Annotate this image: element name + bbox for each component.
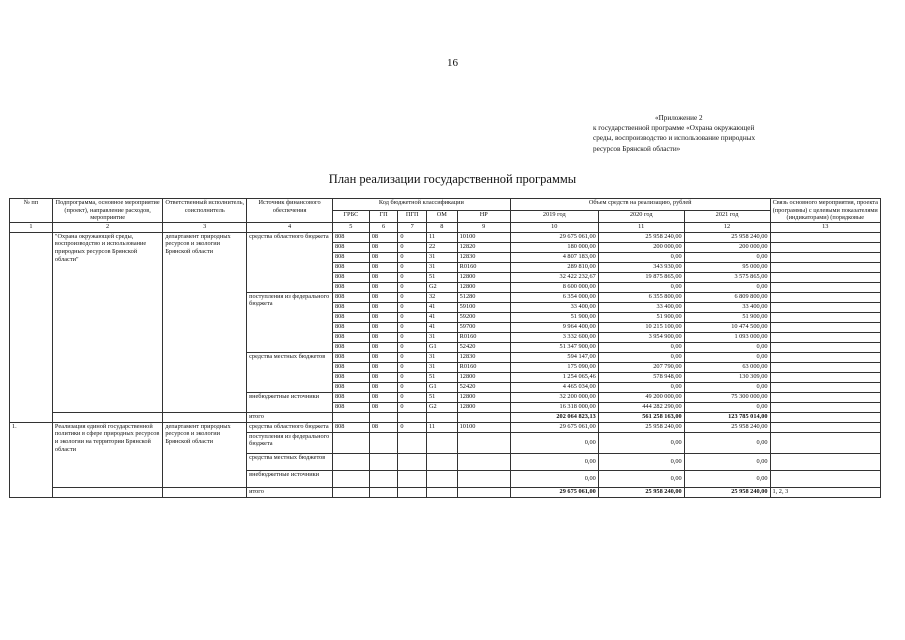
amount-cell: 0,00 <box>598 470 684 487</box>
amount-cell: 594 147,00 <box>510 352 598 362</box>
link-cell <box>770 232 881 242</box>
code-cell: 0 <box>398 422 427 432</box>
blank-cell <box>163 487 247 497</box>
amount-cell: 25 958 240,00 <box>598 422 684 432</box>
row-number: 1. <box>10 422 53 497</box>
amount-cell: 95 000,00 <box>684 262 770 272</box>
amount-cell: 0,00 <box>598 282 684 292</box>
blank-cell <box>52 487 162 497</box>
amount-cell: 1 093 000,00 <box>684 332 770 342</box>
link-cell <box>770 352 881 362</box>
amount-cell: 16 318 000,00 <box>510 402 598 412</box>
header-subprogram: Подпрограмма, основное мероприятие (проект), направление расходов, мероприятие <box>52 199 162 223</box>
total-amount: 561 258 163,00 <box>598 412 684 422</box>
header-grbs: ГРБС <box>332 210 369 222</box>
code-cell <box>457 470 510 487</box>
link-cell <box>770 402 881 412</box>
header-num: № пп <box>10 199 53 223</box>
appendix-line-4: ресурсов Брянской области» <box>593 144 681 153</box>
link-cell <box>770 302 881 312</box>
blank-cell <box>457 412 510 422</box>
code-cell: 808 <box>332 302 369 312</box>
code-cell <box>369 487 398 497</box>
code-cell: 12830 <box>457 352 510 362</box>
amount-cell: 32 422 232,67 <box>510 272 598 282</box>
section-2-body <box>10 422 881 497</box>
code-cell: 808 <box>332 292 369 302</box>
total-amount: 29 675 061,00 <box>510 487 598 497</box>
code-cell: 31 <box>427 252 458 262</box>
table-row <box>10 422 881 432</box>
col-number: 9 <box>457 222 510 232</box>
header-volume-group: Объем средств на реализацию, рублей <box>510 199 770 211</box>
amount-cell: 25 958 240,00 <box>598 232 684 242</box>
link-cell <box>770 412 881 422</box>
amount-cell: 0,00 <box>684 342 770 352</box>
amount-cell: 4 807 183,00 <box>510 252 598 262</box>
amount-cell: 9 964 400,00 <box>510 322 598 332</box>
code-cell: 0 <box>398 242 427 252</box>
total-row <box>10 487 881 497</box>
funding-source: средства областного бюджета <box>247 232 333 292</box>
header-np: НР <box>457 210 510 222</box>
amount-cell: 1 254 065,46 <box>510 372 598 382</box>
code-cell: 32 <box>427 292 458 302</box>
code-cell: 0 <box>398 252 427 262</box>
amount-cell: 0,00 <box>510 470 598 487</box>
link-cell <box>770 422 881 432</box>
total-row <box>10 412 881 422</box>
code-cell: 0 <box>398 382 427 392</box>
amount-cell: 75 300 000,00 <box>684 392 770 402</box>
code-cell: 0 <box>398 392 427 402</box>
code-cell <box>332 487 369 497</box>
code-cell <box>398 470 427 487</box>
code-cell: 31 <box>427 332 458 342</box>
code-cell: 08 <box>369 422 398 432</box>
code-cell: 51 <box>427 372 458 382</box>
code-cell: 808 <box>332 372 369 382</box>
amount-cell: 29 675 061,00 <box>510 422 598 432</box>
code-cell <box>332 432 369 453</box>
code-cell: 08 <box>369 312 398 322</box>
code-cell: 08 <box>369 252 398 262</box>
appendix-line-3: среды, воспроизводство и использование природных <box>593 134 756 143</box>
code-cell: 08 <box>369 302 398 312</box>
link-cell <box>770 272 881 282</box>
code-cell: 41 <box>427 302 458 312</box>
code-cell <box>369 470 398 487</box>
code-cell: 51 <box>427 272 458 282</box>
code-cell: 08 <box>369 372 398 382</box>
amount-cell: 32 200 000,00 <box>510 392 598 402</box>
blank-cell <box>332 412 369 422</box>
code-cell: 12800 <box>457 372 510 382</box>
code-cell: 808 <box>332 252 369 262</box>
code-cell: 08 <box>369 342 398 352</box>
code-cell <box>398 487 427 497</box>
code-cell: 52420 <box>457 342 510 352</box>
page-title: План реализации государственной программы <box>328 172 577 186</box>
code-cell: 22 <box>427 242 458 252</box>
code-cell: 08 <box>369 352 398 362</box>
code-cell: 12800 <box>457 282 510 292</box>
header-2021: 2021 год <box>684 210 770 222</box>
col-number: 6 <box>369 222 398 232</box>
amount-cell: 33 400,00 <box>598 302 684 312</box>
col-number: 3 <box>163 222 247 232</box>
header-om: ОМ <box>427 210 458 222</box>
amount-cell: 130 309,00 <box>684 372 770 382</box>
code-cell: G2 <box>427 282 458 292</box>
amount-cell: 0,00 <box>684 470 770 487</box>
col-number: 2 <box>52 222 162 232</box>
header-pgp: ПГП <box>398 210 427 222</box>
blank-cell <box>398 412 427 422</box>
code-cell: 808 <box>332 402 369 412</box>
amount-cell: 51 900,00 <box>510 312 598 322</box>
amount-cell: 19 875 865,00 <box>598 272 684 282</box>
link-cell <box>770 470 881 487</box>
amount-cell: 0,00 <box>684 453 770 470</box>
table-row <box>10 232 881 242</box>
code-cell: 12800 <box>457 392 510 402</box>
header-2020: 2020 год <box>598 210 684 222</box>
code-cell: 808 <box>332 422 369 432</box>
code-cell <box>398 453 427 470</box>
col-number: 7 <box>398 222 427 232</box>
appendix-line-2: к государственной программе «Охрана окружающей <box>593 124 755 133</box>
total-amount: 202 064 823,13 <box>510 412 598 422</box>
code-cell <box>427 432 458 453</box>
amount-cell: 49 200 000,00 <box>598 392 684 402</box>
code-cell <box>457 487 510 497</box>
code-cell: 08 <box>369 292 398 302</box>
code-cell <box>427 487 458 497</box>
code-cell: 08 <box>369 382 398 392</box>
code-cell: 08 <box>369 362 398 372</box>
code-cell: 10100 <box>457 232 510 242</box>
column-numbers-row <box>10 222 881 232</box>
code-cell: 08 <box>369 272 398 282</box>
code-cell <box>369 453 398 470</box>
funding-source: поступления из федерального бюджета <box>247 432 333 453</box>
code-cell: G2 <box>427 402 458 412</box>
code-cell: 10100 <box>457 422 510 432</box>
responsible-name: департамент природных ресурсов и экологии Брянской области <box>163 422 247 487</box>
code-cell: 59700 <box>457 322 510 332</box>
col-number: 4 <box>247 222 333 232</box>
amount-cell: 0,00 <box>598 453 684 470</box>
code-cell: 31 <box>427 262 458 272</box>
amount-cell: 578 948,00 <box>598 372 684 382</box>
funding-source: внебюджетные источники <box>247 392 333 412</box>
amount-cell: 0,00 <box>684 282 770 292</box>
appendix-line-1: «Приложение 2 <box>655 114 703 122</box>
code-cell: 08 <box>369 262 398 272</box>
col-number: 11 <box>598 222 684 232</box>
col-number: 5 <box>332 222 369 232</box>
code-cell <box>457 453 510 470</box>
amount-cell: 289 810,00 <box>510 262 598 272</box>
code-cell: 0 <box>398 262 427 272</box>
code-cell: 41 <box>427 312 458 322</box>
code-cell: 08 <box>369 282 398 292</box>
code-cell <box>457 432 510 453</box>
link-cell <box>770 382 881 392</box>
amount-cell: 0,00 <box>598 342 684 352</box>
amount-cell: 6 354 000,00 <box>510 292 598 302</box>
blank-cell <box>52 412 162 422</box>
appendix-note <box>593 113 833 154</box>
amount-cell: 180 000,00 <box>510 242 598 252</box>
amount-cell: 0,00 <box>598 352 684 362</box>
amount-cell: 0,00 <box>598 382 684 392</box>
link-cell <box>770 332 881 342</box>
code-cell: 0 <box>398 342 427 352</box>
link-cell <box>770 282 881 292</box>
code-cell: 808 <box>332 282 369 292</box>
amount-cell: 207 790,00 <box>598 362 684 372</box>
total-amount: 25 958 240,00 <box>598 487 684 497</box>
code-cell: 12800 <box>457 402 510 412</box>
amount-cell: 0,00 <box>684 382 770 392</box>
row-number <box>10 232 53 422</box>
plan-table <box>9 198 881 498</box>
total-label: итого <box>247 412 333 422</box>
code-cell: 0 <box>398 312 427 322</box>
amount-cell: 0,00 <box>684 252 770 262</box>
code-cell: 808 <box>332 312 369 322</box>
blank-cell <box>427 412 458 422</box>
code-cell: 808 <box>332 332 369 342</box>
amount-cell: 0,00 <box>598 432 684 453</box>
code-cell: 31 <box>427 362 458 372</box>
code-cell: 11 <box>427 232 458 242</box>
code-cell <box>369 432 398 453</box>
link-cell <box>770 292 881 302</box>
responsible-name: департамент природных ресурсов и экологии Брянской области <box>163 232 247 412</box>
amount-cell: 25 958 240,00 <box>684 232 770 242</box>
header-code-group: Код бюджетной классификации <box>332 199 510 211</box>
header-gp: ГП <box>369 210 398 222</box>
link-cell <box>770 242 881 252</box>
link-cell <box>770 362 881 372</box>
code-cell: 08 <box>369 402 398 412</box>
code-cell: 11 <box>427 422 458 432</box>
code-cell: R0160 <box>457 262 510 272</box>
code-cell: 08 <box>369 322 398 332</box>
amount-cell: 0,00 <box>598 252 684 262</box>
amount-cell: 3 575 865,00 <box>684 272 770 282</box>
amount-cell: 3 954 900,00 <box>598 332 684 342</box>
amount-cell: 6 355 800,00 <box>598 292 684 302</box>
code-cell <box>332 453 369 470</box>
section-1-body <box>10 232 881 422</box>
amount-cell: 0,00 <box>510 453 598 470</box>
code-cell: 12800 <box>457 272 510 282</box>
code-cell: 808 <box>332 342 369 352</box>
code-cell: 52420 <box>457 382 510 392</box>
amount-cell: 200 000,00 <box>684 242 770 252</box>
amount-cell: 343 930,00 <box>598 262 684 272</box>
code-cell <box>398 432 427 453</box>
code-cell: 41 <box>427 322 458 332</box>
link-cell <box>770 342 881 352</box>
code-cell: 0 <box>398 232 427 242</box>
funding-source: средства областного бюджета <box>247 422 333 432</box>
code-cell: 59100 <box>457 302 510 312</box>
total-amount: 25 958 240,00 <box>684 487 770 497</box>
code-cell: 0 <box>398 402 427 412</box>
header-2019: 2019 год <box>510 210 598 222</box>
code-cell: 12820 <box>457 242 510 252</box>
amount-cell: 0,00 <box>510 432 598 453</box>
code-cell: 0 <box>398 362 427 372</box>
header-source: Источник финансового обеспечения <box>247 199 333 223</box>
code-cell: 0 <box>398 272 427 282</box>
code-cell: G1 <box>427 382 458 392</box>
amount-cell: 25 958 240,00 <box>684 422 770 432</box>
code-cell: 808 <box>332 362 369 372</box>
code-cell: 0 <box>398 322 427 332</box>
code-cell: 0 <box>398 292 427 302</box>
page-number: 16 <box>447 57 458 69</box>
amount-cell: 33 400,00 <box>510 302 598 312</box>
link-cell <box>770 252 881 262</box>
amount-cell: 0,00 <box>684 402 770 412</box>
funding-source: средства местных бюджетов <box>247 453 333 470</box>
code-cell: 08 <box>369 392 398 402</box>
link-cell <box>770 312 881 322</box>
code-cell: 0 <box>398 352 427 362</box>
amount-cell: 29 675 061,00 <box>510 232 598 242</box>
amount-cell: 10 215 100,00 <box>598 322 684 332</box>
code-cell: 0 <box>398 302 427 312</box>
amount-cell: 51 900,00 <box>684 312 770 322</box>
code-cell: 31 <box>427 352 458 362</box>
amount-cell: 4 465 034,00 <box>510 382 598 392</box>
header-responsible: Ответственный исполнитель, соисполнитель <box>163 199 247 223</box>
code-cell: R0160 <box>457 332 510 342</box>
amount-cell: 51 347 900,00 <box>510 342 598 352</box>
amount-cell: 8 600 000,00 <box>510 282 598 292</box>
code-cell: 808 <box>332 262 369 272</box>
amount-cell: 200 000,00 <box>598 242 684 252</box>
amount-cell: 33 400,00 <box>684 302 770 312</box>
code-cell: 51 <box>427 392 458 402</box>
code-cell: 808 <box>332 322 369 332</box>
link-cell <box>770 432 881 453</box>
link-cell: 1, 2, 3 <box>770 487 881 497</box>
code-cell <box>427 453 458 470</box>
code-cell: 12830 <box>457 252 510 262</box>
funding-source: внебюджетные источники <box>247 470 333 487</box>
code-cell: 08 <box>369 242 398 252</box>
link-cell <box>770 262 881 272</box>
amount-cell: 10 474 500,00 <box>684 322 770 332</box>
code-cell: G1 <box>427 342 458 352</box>
code-cell: 0 <box>398 282 427 292</box>
code-cell: 08 <box>369 332 398 342</box>
code-cell: 51280 <box>457 292 510 302</box>
col-number: 8 <box>427 222 458 232</box>
header-row-1 <box>10 199 881 211</box>
code-cell: 808 <box>332 382 369 392</box>
amount-cell: 6 809 800,00 <box>684 292 770 302</box>
code-cell <box>427 470 458 487</box>
col-number: 12 <box>684 222 770 232</box>
col-number: 1 <box>10 222 53 232</box>
code-cell: 08 <box>369 232 398 242</box>
blank-cell <box>163 412 247 422</box>
link-cell <box>770 453 881 470</box>
link-cell <box>770 322 881 332</box>
total-amount: 123 785 014,00 <box>684 412 770 422</box>
code-cell: 59200 <box>457 312 510 322</box>
header-link: Связь основного мероприятия, проекта (программы) с целевыми показателями (индикаторами) (порядковые <box>770 199 881 223</box>
code-cell: 808 <box>332 242 369 252</box>
subprogram-name: Реализация единой государственной политики в сфере природных ресурсов и экологии на территории Брянской области <box>52 422 162 487</box>
link-cell <box>770 392 881 402</box>
total-label: итого <box>247 487 333 497</box>
code-cell: 0 <box>398 332 427 342</box>
amount-cell: 0,00 <box>684 432 770 453</box>
code-cell: 808 <box>332 272 369 282</box>
blank-cell <box>369 412 398 422</box>
amount-cell: 0,00 <box>684 352 770 362</box>
subprogram-name: "Охрана окружающей среды, воспроизводство и использование природных ресурсов Брянской области" <box>52 232 162 412</box>
amount-cell: 3 332 600,00 <box>510 332 598 342</box>
code-cell: 0 <box>398 372 427 382</box>
code-cell <box>332 470 369 487</box>
code-cell: R0160 <box>457 362 510 372</box>
code-cell: 808 <box>332 392 369 402</box>
link-cell <box>770 372 881 382</box>
amount-cell: 444 282 290,00 <box>598 402 684 412</box>
code-cell: 808 <box>332 352 369 362</box>
col-number: 10 <box>510 222 598 232</box>
amount-cell: 175 090,00 <box>510 362 598 372</box>
funding-source: средства местных бюджетов <box>247 352 333 392</box>
funding-source: поступления из федерального бюджета <box>247 292 333 352</box>
amount-cell: 51 900,00 <box>598 312 684 322</box>
col-number: 13 <box>770 222 881 232</box>
amount-cell: 63 000,00 <box>684 362 770 372</box>
code-cell: 808 <box>332 232 369 242</box>
